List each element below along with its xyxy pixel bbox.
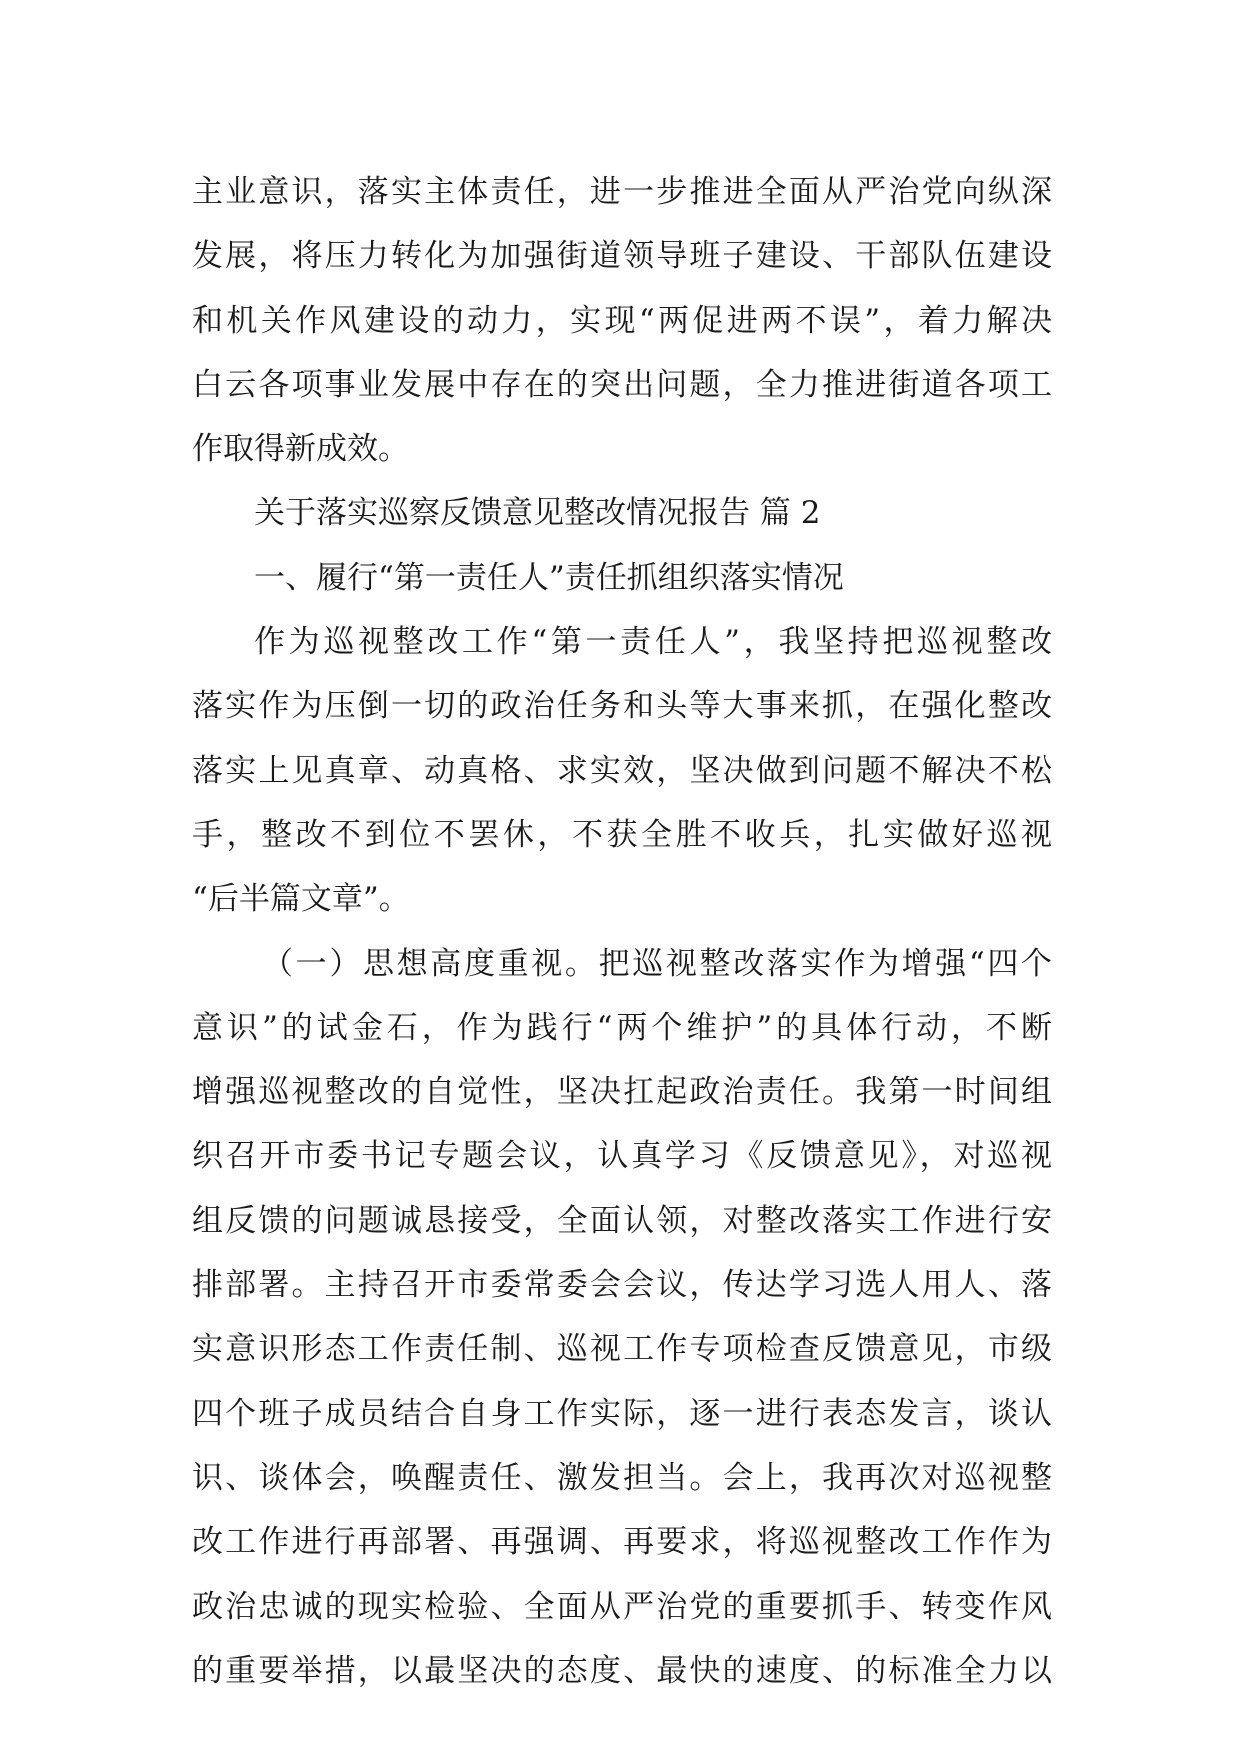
text-line: 和机关作风建设的动力，实现“两促进两不误”，着力解决 [192, 302, 1052, 339]
text-line: 主业意识，落实主体责任，进一步推进全面从严治党向纵深 [192, 174, 1052, 210]
text-line: 组反馈的问题诚恳接受，全面认领，对整改落实工作进行安 [192, 1202, 1052, 1239]
text-line: 改工作进行再部署、再强调、再要求，将巡视整改工作作为 [192, 1524, 1052, 1561]
text-line: 意识”的试金石，作为践行“两个维护”的具体行动，不断 [192, 1009, 1052, 1046]
text-line: 政治忠诚的现实检验、全面从严治党的重要抓手、转变作风 [192, 1588, 1052, 1625]
text-line: 四个班子成员结合自身工作实际，逐一进行表态发言，谈认 [192, 1395, 1052, 1432]
text-line: 作取得新成效。 [192, 431, 409, 468]
text-line: 实意识形态工作责任制、巡视工作专项检查反馈意见，市级 [192, 1331, 1052, 1368]
text-line: 白云各项事业发展中存在的突出问题，全力推进街道各项工 [192, 366, 1052, 403]
text-line: 落实上见真章、动真格、求实效，坚决做到问题不解决不松 [192, 752, 1052, 789]
text-line: 增强巡视整改的自觉性，坚决扛起政治责任。我第一时间组 [192, 1074, 1052, 1111]
text-line: 发展，将压力转化为加强街道领导班子建设、干部队伍建设 [192, 238, 1052, 275]
text-line: “后半篇文章”。 [192, 881, 410, 918]
text-line: 排部署。主持召开市委常委会会议，传达学习选人用人、落 [192, 1267, 1052, 1304]
paragraph [192, 610, 1052, 931]
text-line: 手，整改不到位不罢休，不获全胜不收兵，扎实做好巡视 [192, 816, 1052, 853]
paragraph [192, 932, 1052, 1704]
article-title [192, 481, 1052, 545]
document-body [192, 160, 1052, 1703]
text-line: 识、谈体会，唤醒责任、激发担当。会上，我再次对巡视整 [192, 1459, 1052, 1496]
section-heading-text: 一、履行“第一责任人”责任抓组织落实情况 [254, 559, 844, 596]
article-title-text: 关于落实巡察反馈意见整改情况报告 篇 2 [254, 495, 821, 532]
text-line: 织召开市委书记专题会议，认真学习《反馈意见》，对巡视 [192, 1138, 1052, 1175]
text-line: （一）思想高度重视。把巡视整改落实作为增强“四个 [262, 945, 1052, 982]
text-line: 落实作为压倒一切的政治任务和头等大事来抓，在强化整改 [192, 688, 1052, 725]
paragraph-continuation [192, 160, 1052, 481]
text-line: 的重要举措，以最坚决的态度、最快的速度、的标准全力以 [192, 1652, 1052, 1689]
section-heading [192, 546, 1052, 610]
text-line: 作为巡视整改工作“第一责任人”，我坚持把巡视整改 [254, 624, 1052, 661]
